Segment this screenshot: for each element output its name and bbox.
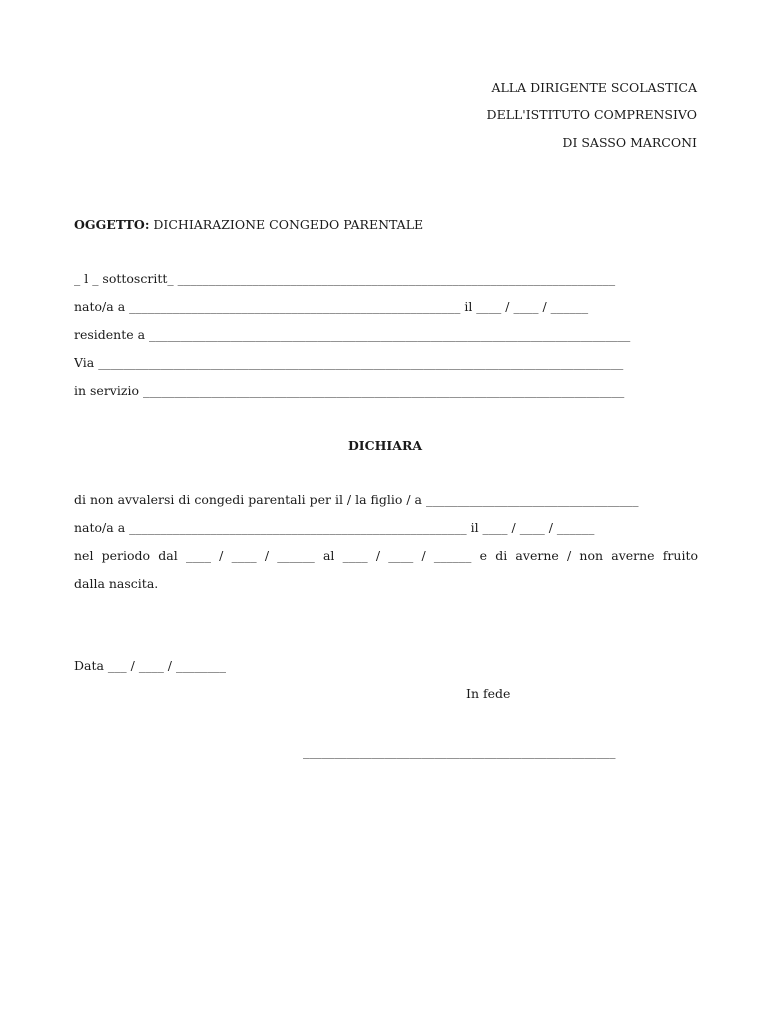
declaration-line-4: dalla nascita. bbox=[74, 576, 159, 591]
applicant-residence-line: residente a _____________________________________________________________________________ bbox=[74, 327, 631, 342]
recipient-line-3: DI SASSO MARCONI bbox=[562, 135, 697, 150]
declaration-line-2: nato/a a ______________________________________________________ il ____ / ____ / ______ bbox=[74, 520, 595, 535]
declaration-line-3: nel periodo dal ____ / ____ / ______ al ____ / ____ / ______ e di averne / non averne fruito bbox=[74, 548, 698, 563]
signature-line: __________________________________________________ bbox=[303, 744, 616, 759]
subject-text: DICHIARAZIONE CONGEDO PARENTALE bbox=[149, 217, 424, 232]
subject-line bbox=[74, 217, 423, 233]
date-line: Data ___ / ____ / ________ bbox=[74, 658, 226, 673]
recipient-line-1: ALLA DIRIGENTE SCOLASTICA bbox=[491, 80, 697, 95]
recipient-line-2: DELL'ISTITUTO COMPRENSIVO bbox=[486, 107, 697, 122]
declaration-line-1: di non avvalersi di congedi parentali per il / la figlio / a __________________________________ bbox=[74, 492, 639, 507]
applicant-street-line: Via ____________________________________________________________________________________ bbox=[74, 355, 624, 370]
in-fede-label: In fede bbox=[466, 686, 511, 701]
declaration-title: DICHIARA bbox=[347, 438, 423, 453]
applicant-name-line: _ l _ sottoscritt_ ______________________________________________________________________ bbox=[74, 271, 616, 286]
subject-label: OGGETTO: bbox=[74, 217, 150, 232]
applicant-birth-line: nato/a a _____________________________________________________ il ____ / ____ / ______ bbox=[74, 299, 589, 314]
applicant-service-line: in servizio _____________________________________________________________________________ bbox=[74, 383, 625, 398]
